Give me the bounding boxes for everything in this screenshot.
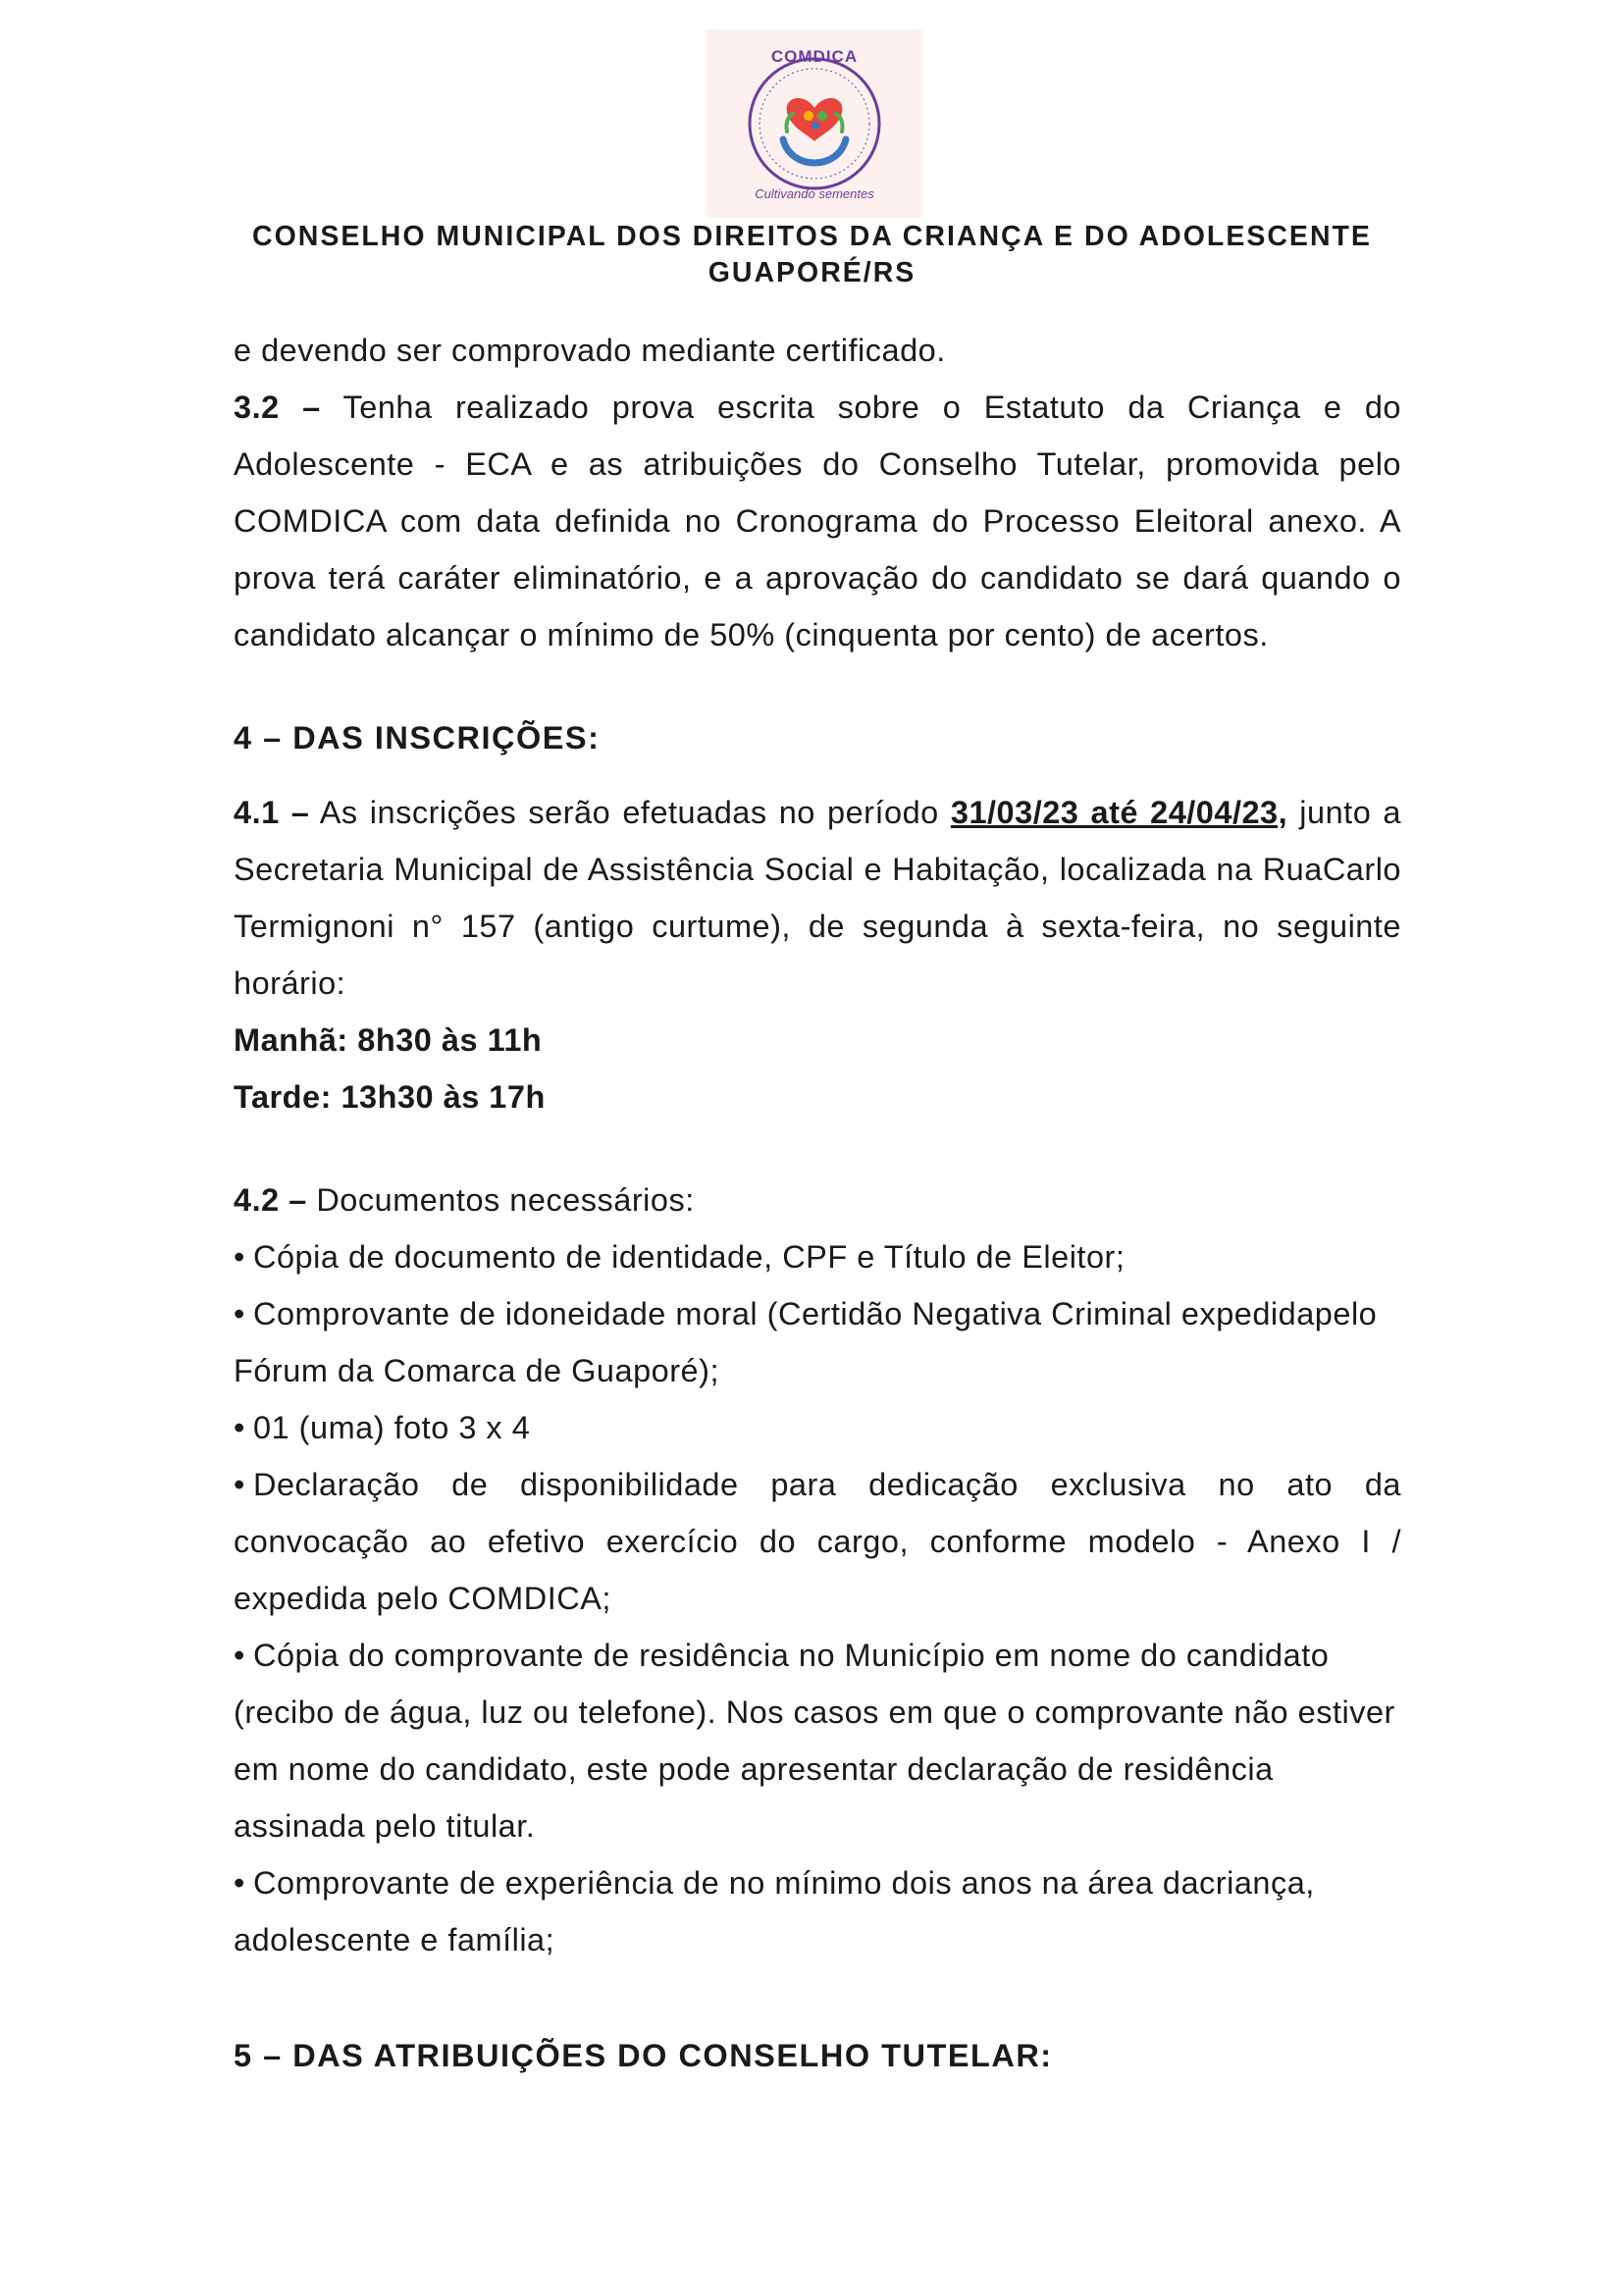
morning-hours: Manhã: 8h30 às 11h — [234, 1022, 543, 1058]
section-4-2 — [234, 1172, 1401, 1228]
bullet-icon: • — [234, 1410, 245, 1445]
section-4-heading: 4 – DAS INSCRIÇÕES: — [234, 720, 601, 756]
registration-dates: 31/03/23 até 24/04/23, — [950, 795, 1288, 830]
section-4-2-text: Documentos necessários: — [306, 1182, 695, 1218]
list-item-text: Declaração de disponibilidade para dedicação exclusiva no ato da convocação ao efetivo exercício do cargo, conforme modelo - Anexo I / expedida pelo COMDICA; — [234, 1467, 1401, 1616]
list-item-text: Comprovante de idoneidade moral (Certidão Negativa Criminal expedidapelo Fórum da Comarca de Guaporé); — [234, 1296, 1378, 1388]
list-item — [234, 1456, 1401, 1627]
bullet-icon: • — [234, 1865, 245, 1901]
section-4-1-text-post: junto a Secretaria Municipal de Assistência Social e Habitação, localizada na RuaCarlo Termignoni n° 157 (antigo curtume), de segunda à sexta-feira, no seguinte horário: — [234, 795, 1401, 1001]
spacer — [234, 766, 1401, 784]
bullet-icon: • — [234, 1296, 245, 1331]
list-item — [234, 1399, 1401, 1456]
header-title-line2: GUAPORÉ/RS — [707, 257, 917, 288]
list-item-text: Cópia de documento de identidade, CPF e Título de Eleitor; — [253, 1239, 1126, 1275]
section-5-heading: 5 – DAS ATRIBUIÇÕES DO CONSELHO TUTELAR: — [234, 2038, 1053, 2073]
section-4-1-text-pre: As inscrições serão efetuadas no período — [309, 795, 951, 830]
list-item — [234, 1627, 1401, 1854]
section-3-2 — [234, 379, 1401, 663]
spacer — [234, 1125, 1401, 1172]
section-3-2-number: 3.2 – — [234, 390, 321, 425]
header-title-line1: CONSELHO MUNICIPAL DOS DIREITOS DA CRIANÇA E DO ADOLESCENTE — [252, 221, 1372, 252]
afternoon-hours: Tarde: 13h30 às 17h — [234, 1079, 546, 1115]
list-item — [234, 1228, 1401, 1285]
section-4-1 — [234, 784, 1401, 1012]
bullet-icon: • — [234, 1467, 245, 1502]
document-body — [234, 322, 1401, 2084]
intro-line: e devendo ser comprovado mediante certificado. — [234, 333, 946, 368]
logo-bottom-text: Cultivando sementes — [755, 186, 874, 201]
list-item-text: Cópia do comprovante de residência no Município em nome do candidato (recibo de água, luz ou telefone). Nos casos em que o comprovante não estiver em nome do candidato, este pode apresentar declaração de residência assinada pelo titular. — [234, 1638, 1395, 1844]
bullet-icon: • — [234, 1239, 245, 1275]
bullet-icon: • — [234, 1638, 245, 1673]
section-4-2-number: 4.2 – — [234, 1182, 307, 1218]
list-item — [234, 1854, 1401, 1968]
list-item-text: Comprovante de experiência de no mínimo dois anos na área dacriança, adolescente e família; — [234, 1865, 1315, 1957]
spacer — [234, 663, 1401, 709]
list-item — [234, 1285, 1401, 1399]
logo-top-text: COMDICA — [770, 47, 859, 66]
section-3-2-text: Tenha realizado prova escrita sobre o Estatuto da Criança e do Adolescente - ECA e as atribuições do Conselho Tutelar, promovida pelo COMDICA com data definida no Cronograma do Processo Eleitoral anexo. A prova terá caráter eliminatório, e a aprovação do candidato se dará quando o candidato alcançar o mínimo de 50% (cinquenta por cento) de acertos. — [234, 390, 1401, 652]
spacer — [234, 1968, 1401, 2027]
list-item-text: 01 (uma) foto 3 x 4 — [253, 1410, 531, 1445]
section-4-1-number: 4.1 – — [234, 795, 310, 830]
comdica-logo — [707, 29, 922, 218]
